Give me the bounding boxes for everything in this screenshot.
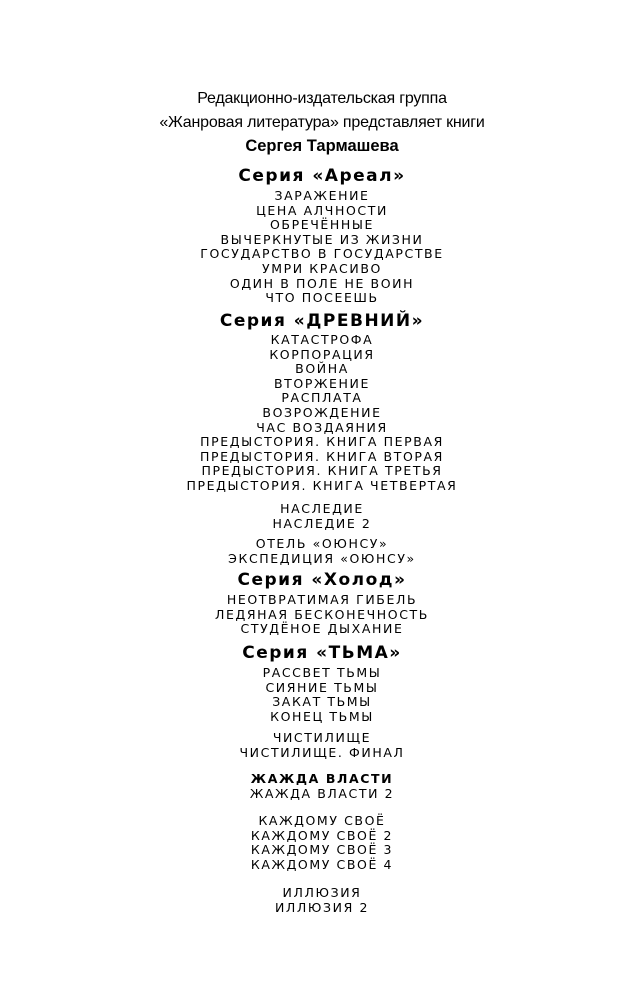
book-title: РАСПЛАТА bbox=[281, 390, 363, 406]
book-title: КОРПОРАЦИЯ bbox=[269, 346, 375, 362]
book-title: ЭКСПЕДИЦИЯ «ОЮНСУ» bbox=[228, 550, 416, 566]
book-list-kazhdomu bbox=[0, 814, 644, 872]
book-title: ЧАС ВОЗДАЯНИЯ bbox=[256, 419, 388, 435]
book-title: ЗАКАТ ТЬМЫ bbox=[272, 694, 372, 710]
book-title: ЧИСТИЛИЩЕ. ФИНАЛ bbox=[239, 744, 405, 760]
book-title: ПРЕДЫСТОРИЯ. КНИГА ТРЕТЬЯ bbox=[201, 463, 443, 479]
book-title: ЧТО ПОСЕЕШЬ bbox=[265, 290, 379, 306]
book-title: ПРЕДЫСТОРИЯ. КНИГА ВТОРАЯ bbox=[200, 448, 444, 464]
book-title: ОБРЕЧЁННЫЕ bbox=[269, 217, 375, 233]
book-title: ЖАЖДА ВЛАСТИ 2 bbox=[249, 785, 395, 801]
book-title: КОНЕЦ ТЬМЫ bbox=[270, 708, 374, 724]
book-list-drevniy bbox=[0, 333, 644, 494]
publisher-intro-line: «Жанровая литература» представляет книги bbox=[159, 114, 485, 131]
book-title: КАЖДОМУ СВОЁ 3 bbox=[250, 842, 394, 858]
book-title: ЗАРАЖЕНИЕ bbox=[274, 188, 370, 203]
book-title: ИЛЛЮЗИЯ bbox=[282, 885, 362, 900]
book-title: ВОЗРОЖДЕНИЕ bbox=[262, 404, 382, 420]
book-title: КАТАСТРОФА bbox=[270, 332, 374, 347]
book-title: РАССВЕТ ТЬМЫ bbox=[262, 665, 382, 680]
book-title: ЦЕНА АЛЧНОСТИ bbox=[256, 202, 388, 218]
book-title: СТУДЁНОЕ ДЫХАНИЕ bbox=[240, 621, 404, 637]
book-title: ОДИН В ПОЛЕ НЕ ВОИН bbox=[229, 275, 415, 291]
book-title: НЕОТВРАТИМАЯ ГИБЕЛЬ bbox=[226, 592, 418, 607]
book-title: ГОСУДАРСТВО В ГОСУДАРСТВЕ bbox=[200, 246, 444, 262]
book-title: ВЫЧЕРКНУТЫЕ ИЗ ЖИЗНИ bbox=[220, 231, 424, 247]
book-list-oyunsu bbox=[0, 537, 644, 566]
book-title: ЖАЖДА ВЛАСТИ bbox=[250, 771, 394, 786]
series-heading-kholod: Серия «Холод» bbox=[237, 570, 407, 590]
book-title: КАЖДОМУ СВОЁ bbox=[258, 813, 386, 828]
book-list-kholod bbox=[0, 593, 644, 637]
book-list-nasledie bbox=[0, 502, 644, 531]
book-title: ВТОРЖЕНИЕ bbox=[274, 375, 370, 391]
book-title: НАСЛЕДИЕ bbox=[280, 501, 364, 516]
book-title: КАЖДОМУ СВОЁ 4 bbox=[250, 856, 394, 872]
book-title: УМРИ КРАСИВО bbox=[262, 260, 382, 276]
book-title: КАЖДОМУ СВОЁ 2 bbox=[250, 827, 394, 843]
series-heading-drevniy: Серия «ДРЕВНИЙ» bbox=[219, 311, 425, 331]
book-title: НАСЛЕДИЕ 2 bbox=[272, 515, 372, 531]
book-list-illyuziya bbox=[0, 886, 644, 915]
book-title: ЛЕДЯНАЯ БЕСКОНЕЧНОСТЬ bbox=[215, 606, 429, 622]
book-list-zhazhda bbox=[0, 772, 644, 801]
series-heading-tma: Серия «ТЬМА» bbox=[242, 643, 402, 663]
book-title: ЧИСТИЛИЩЕ bbox=[272, 730, 372, 745]
book-list-areal bbox=[0, 189, 644, 306]
series-heading-areal: Серия «Ареал» bbox=[238, 166, 406, 186]
book-title: ИЛЛЮЗИЯ 2 bbox=[274, 899, 370, 915]
book-title: ПРЕДЫСТОРИЯ. КНИГА ЧЕТВЕРТАЯ bbox=[186, 477, 458, 493]
book-title: СИЯНИЕ ТЬМЫ bbox=[265, 679, 379, 695]
book-list-chistilische bbox=[0, 731, 644, 760]
book-list-tma bbox=[0, 666, 644, 724]
book-title: ОТЕЛЬ «ОЮНСУ» bbox=[255, 536, 389, 551]
book-title: ПРЕДЫСТОРИЯ. КНИГА ПЕРВАЯ bbox=[200, 434, 444, 450]
author-name: Сергея Тармашева bbox=[245, 137, 399, 155]
publisher-line: Редакционно-издательская группа bbox=[197, 90, 447, 107]
book-title: ВОЙНА bbox=[295, 361, 349, 377]
